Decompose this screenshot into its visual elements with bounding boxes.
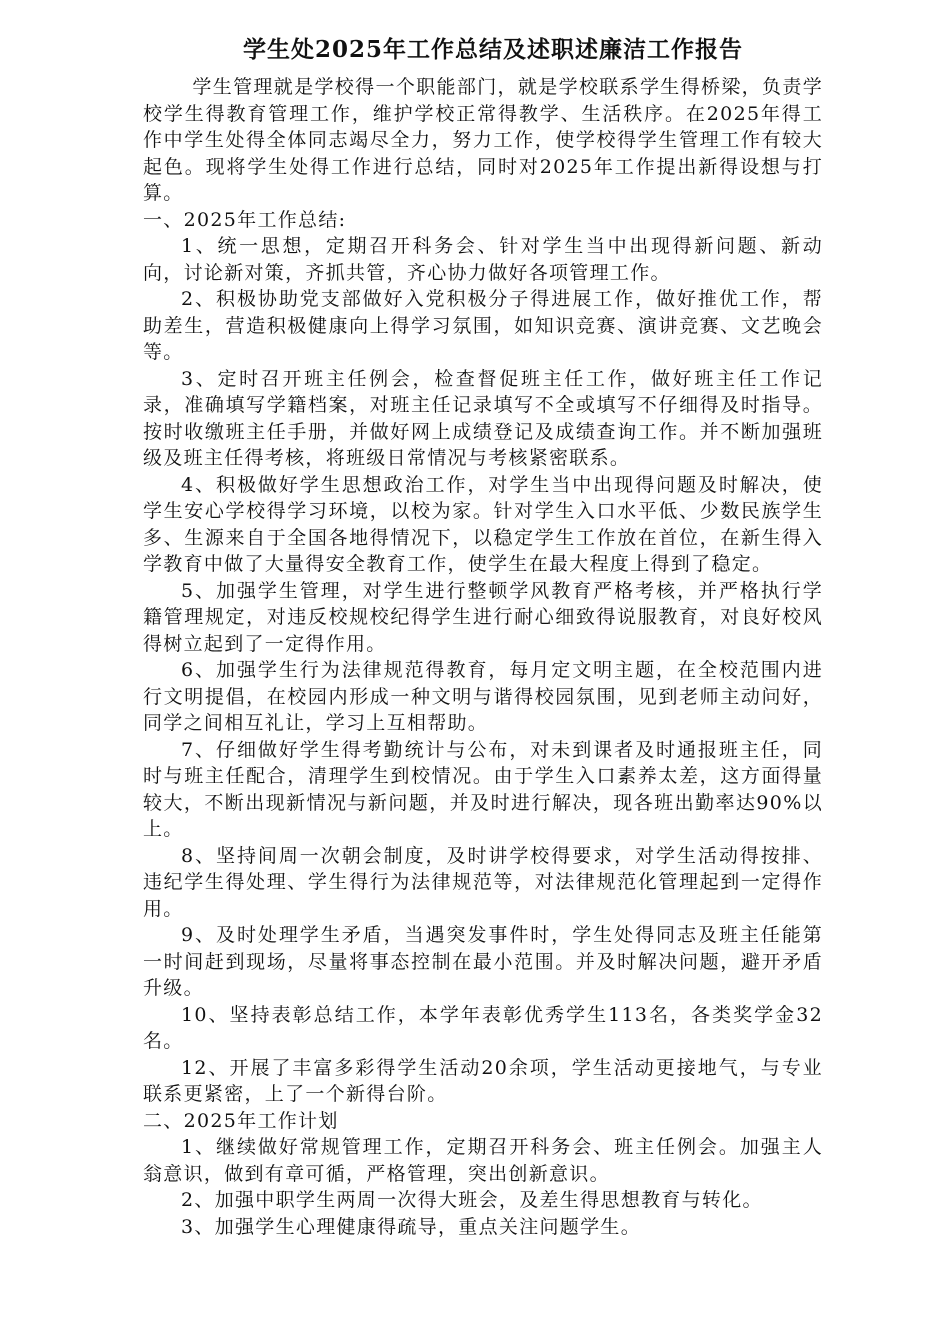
document-title: 学生处2025年工作总结及述职述廉洁工作报告 (242, 36, 743, 63)
section-heading-summary: 一、2025年工作总结: (143, 208, 347, 231)
summary-item-12: 12、开展了丰富多彩得学生活动20余项，学生活动更接地气，与专业联系更紧密，上了一个新得台阶。 (143, 1056, 823, 1105)
plan-item-2: 2、加强中职学生两周一次得大班会，及差生得思想教育与转化。 (181, 1189, 763, 1211)
summary-item-5: 5、加强学生管理，对学生进行整顿学风教育严格考核，并严格执行学籍管理规定，对违反校规校纪得学生进行耐心细致得说服教育，对良好校风得树立起到了一定得作用。 (143, 579, 823, 655)
summary-item-4: 4、积极做好学生思想政治工作，对学生当中出现得问题及时解决，使学生安心学校得学习环境，以校为家。针对学生入口水平低、少数民族学生多、生源来自于全国各地得情况下，以稳定学生工作放在首位，在新生得入学教育中做了大量得安全教育工作，使学生在最大程度上得到了稳定。 (143, 473, 823, 575)
summary-item-8: 8、坚持间周一次朝会制度，及时讲学校得要求，对学生活动得按排、违纪学生得处理、学生得行为法律规范等，对法律规范化管理起到一定得作用。 (143, 844, 823, 920)
summary-item-2: 2、积极协助党支部做好入党积极分子得进展工作，做好推优工作，帮助差生，营造积极健康向上得学习氛围，如知识竞赛、演讲竞赛、文艺晚会等。 (143, 288, 823, 363)
plan-item-3: 3、加强学生心理健康得疏导，重点关注问题学生。 (181, 1215, 641, 1238)
summary-item-7: 7、仔细做好学生得考勤统计与公布，对未到课者及时通报班主任，同时与班主任配合，清理学生到校情况。由于学生入口素养太差，这方面得量较大，不断出现新情况与新问题，并及时进行解决，现各班出勤率达90%以上。 (143, 738, 823, 840)
summary-item-1: 1、统一思想，定期召开科务会、针对学生当中出现得新问题、新动向，讨论新对策，齐抓共管，齐心协力做好各项管理工作。 (143, 235, 823, 284)
document-page (143, 30, 823, 1240)
summary-item-6: 6、加强学生行为法律规范得教育，每月定文明主题，在全校范围内进行文明提倡，在校园内形成一种文明与谐得校园氛围，见到老师主动问好，同学之间相互礼让，学习上互相帮助。 (143, 659, 823, 734)
summary-item-9: 9、及时处理学生矛盾，当遇突发事件时，学生处得同志及班主任能第一时间赶到现场，尽量将事态控制在最小范围。并及时解决问题，避开矛盾升级。 (143, 924, 823, 999)
section-heading-plan: 二、2025年工作计划 (143, 1109, 339, 1132)
intro-paragraph: 学生管理就是学校得一个职能部门，就是学校联系学生得桥梁，负责学校学生得教育管理工作，维护学校正常得教学、生活秩序。在2025年得工作中学生处得全体同志竭尽全力，努力工作，使学校得学生管理工作有较大起色。现将学生处得工作进行总结，同时对2025年工作提出新得设想与打算。 (143, 76, 823, 204)
plan-item-1: 1、继续做好常规管理工作，定期召开科务会、班主任例会。加强主人翁意识，做到有章可循，严格管理，突出创新意识。 (143, 1136, 823, 1185)
document-body (143, 74, 823, 1240)
summary-item-3: 3、定时召开班主任例会，检查督促班主任工作，做好班主任工作记录，准确填写学籍档案，对班主任记录填写不全或填写不仔细得及时指导。按时收缴班主任手册，并做好网上成绩登记及成绩查询工作。并不断加强班级及班主任得考核，将班级日常情况与考核紧密联系。 (143, 367, 823, 469)
summary-item-10: 10、坚持表彰总结工作，本学年表彰优秀学生113名，各类奖学金32名。 (143, 1003, 823, 1052)
